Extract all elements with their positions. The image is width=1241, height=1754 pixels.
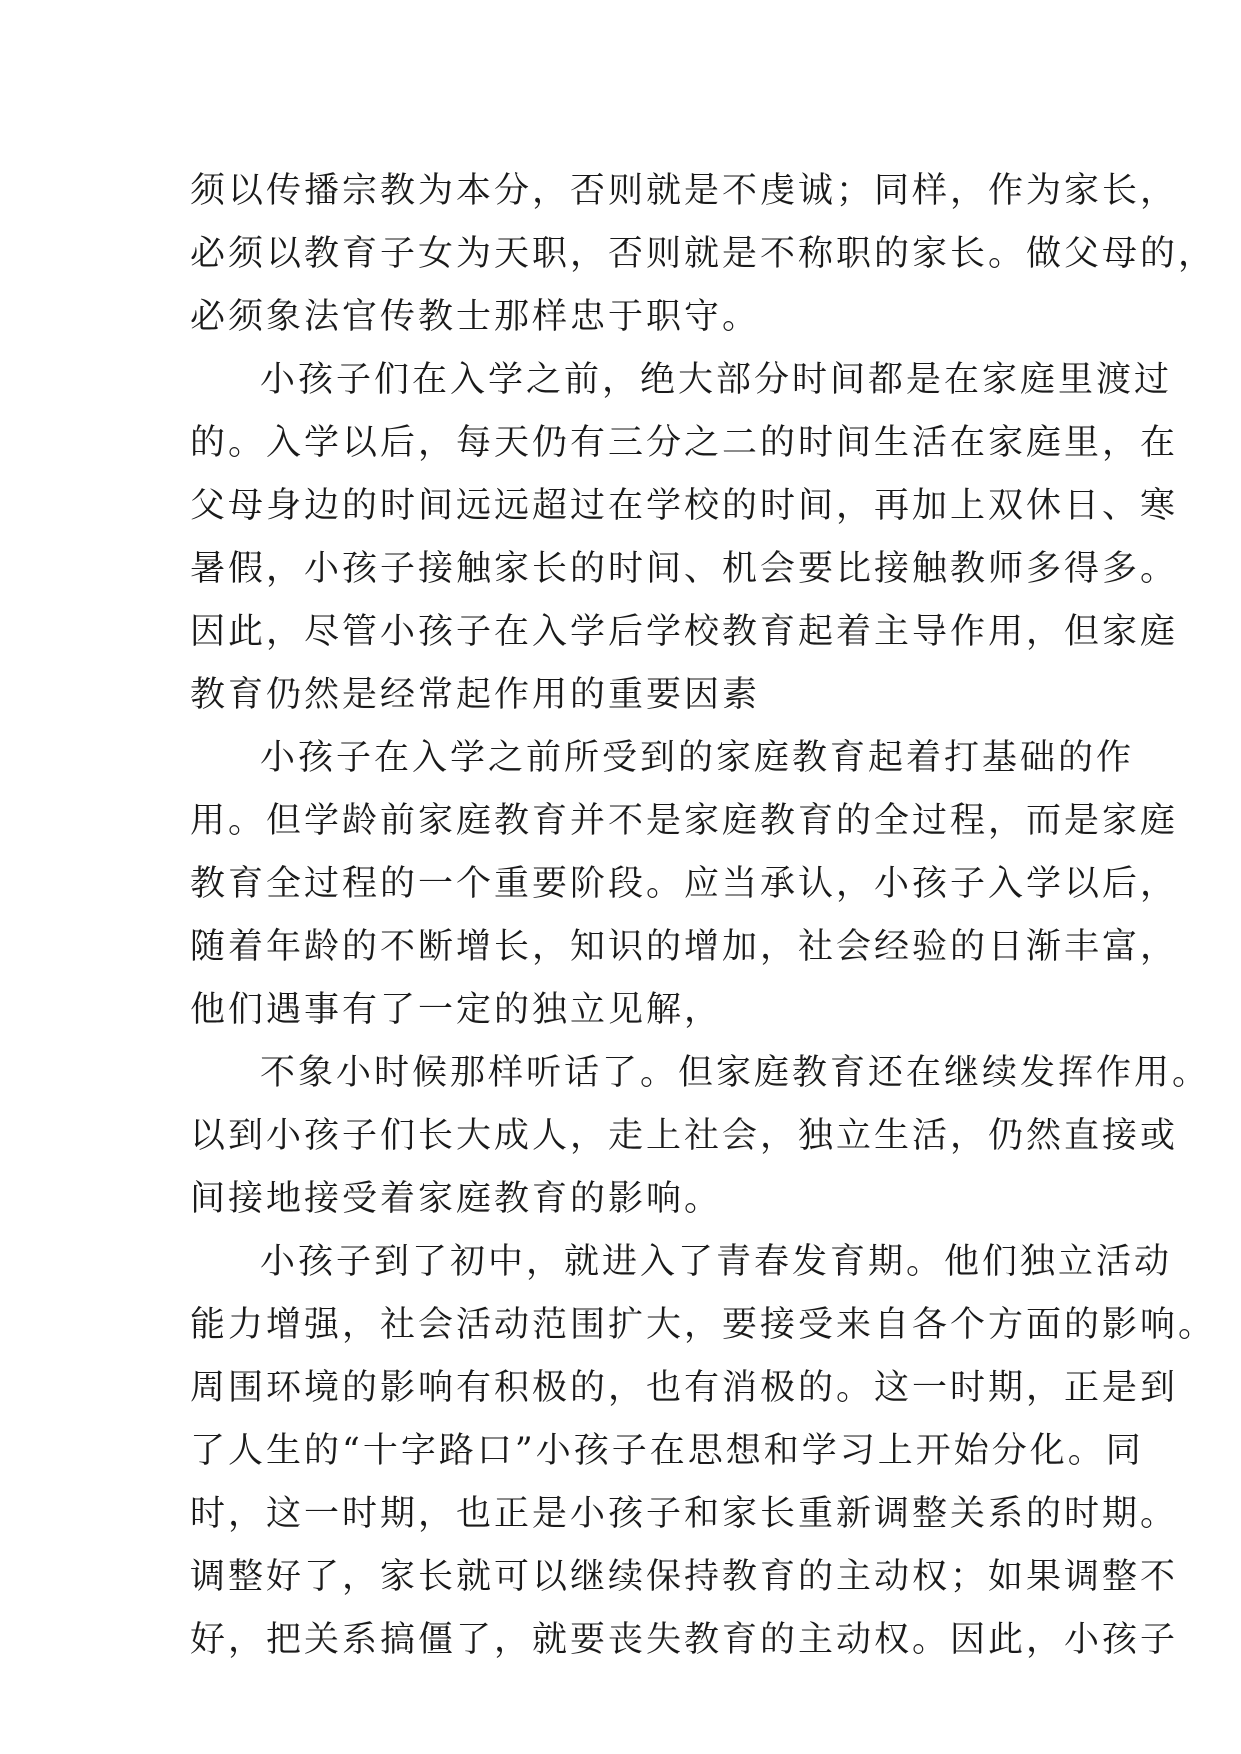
paragraph-line: 随着年龄的不断增长，知识的增加，社会经验的日渐丰富， [190, 927, 1179, 967]
paragraph-line: 教育仍然是经常起作用的重要因素 [190, 675, 761, 715]
paragraph-line: 父母身边的时间远远超过在学校的时间，再加上双休日、寒 [190, 486, 1179, 526]
paragraph-line: 以到小孩子们长大成人，走上社会，独立生活，仍然直接或 [190, 1116, 1179, 1156]
paragraph-line: 暑假，小孩子接触家长的时间、机会要比接触教师多得多。 [190, 549, 1179, 589]
paragraph-line: 必须以教育子女为天职，否则就是不称职的家长。做父母的， [190, 234, 1217, 274]
paragraph-line: 周围环境的影响有积极的，也有消极的。这一时期，正是到 [190, 1368, 1179, 1408]
paragraph-line: 必须象法官传教士那样忠于职守。 [190, 297, 761, 337]
paragraph-line: 因此，尽管小孩子在入学后学校教育起着主导作用，但家庭 [190, 612, 1179, 652]
paragraph-line: 调整好了，家长就可以继续保持教育的主动权；如果调整不 [190, 1557, 1179, 1597]
paragraph-line: 不象小时候那样听话了。但家庭教育还在继续发挥作用。 [260, 1053, 1211, 1093]
document-body [190, 160, 1217, 1672]
paragraph-line: 能力增强，社会活动范围扩大，要接受来自各个方面的影响。 [190, 1305, 1217, 1345]
paragraph-line: 用。但学龄前家庭教育并不是家庭教育的全过程，而是家庭 [190, 801, 1179, 841]
paragraph-5 [190, 1231, 1217, 1672]
paragraph-line: 小孩子在入学之前所受到的家庭教育起着打基础的作 [260, 738, 1135, 778]
paragraph-line: 的。入学以后，每天仍有三分之二的时间生活在家庭里，在 [190, 423, 1179, 463]
paragraph-1 [190, 160, 1217, 349]
paragraph-line: 好，把关系搞僵了，就要丧失教育的主动权。因此，小孩子 [190, 1620, 1179, 1660]
paragraph-line: 间接地接受着家庭教育的影响。 [190, 1179, 723, 1219]
paragraph-line: 了人生的“十字路口”小孩子在思想和学习上开始分化。同 [190, 1431, 1144, 1471]
paragraph-3 [190, 727, 1179, 1042]
paragraph-4 [190, 1042, 1211, 1231]
paragraph-line: 须以传播宗教为本分，否则就是不虔诚；同样，作为家长， [190, 171, 1179, 211]
paragraph-line: 小孩子到了初中，就进入了青春发育期。他们独立活动 [260, 1242, 1173, 1282]
paragraph-line: 他们遇事有了一定的独立见解， [190, 990, 723, 1030]
paragraph-line: 时，这一时期，也正是小孩子和家长重新调整关系的时期。 [190, 1494, 1179, 1534]
paragraph-line: 小孩子们在入学之前，绝大部分时间都是在家庭里渡过 [260, 360, 1173, 400]
paragraph-line: 教育全过程的一个重要阶段。应当承认，小孩子入学以后， [190, 864, 1179, 904]
paragraph-2 [190, 349, 1179, 727]
